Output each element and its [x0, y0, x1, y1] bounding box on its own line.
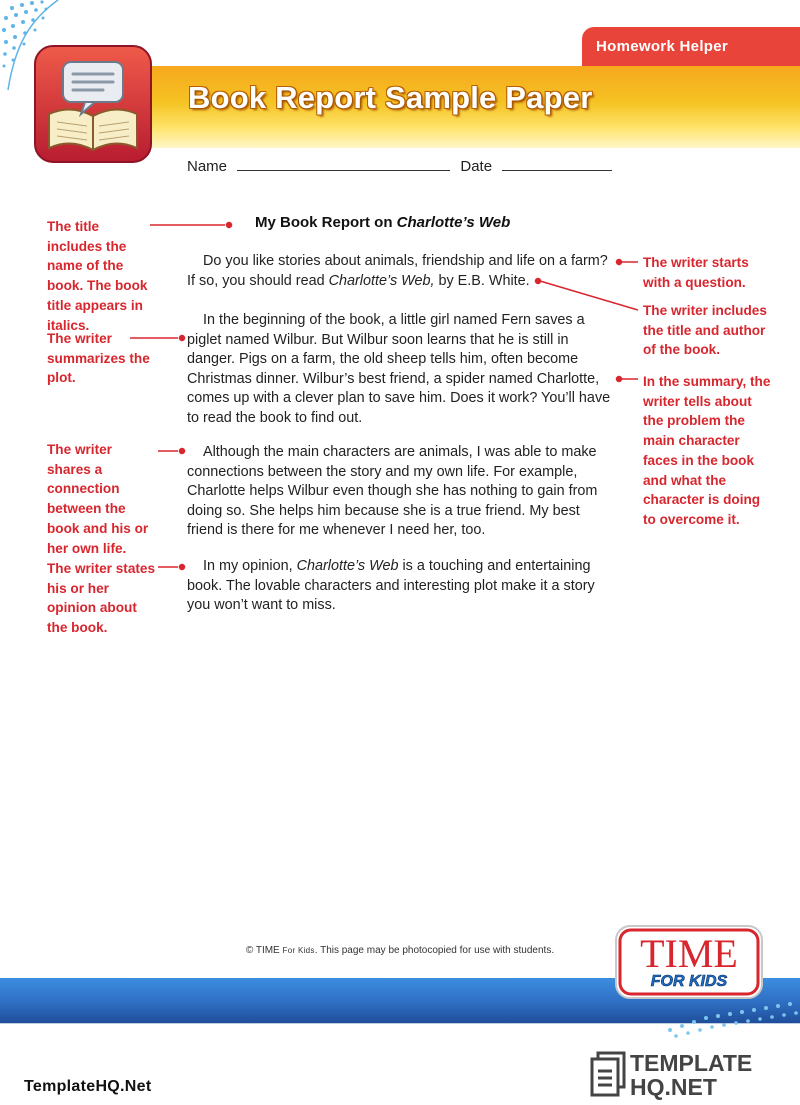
document-icon — [592, 1053, 624, 1095]
date-label: Date — [460, 158, 493, 175]
annotation-opinion: The writer states his or her opinion about the book. — [47, 561, 156, 636]
annotation-problem: In the summary, the writer tells about the problem the main character faces in the book and what the character is doing to overcome it. — [643, 374, 771, 527]
opinion-text-1: In my opinion, — [203, 558, 297, 574]
templatehq-logo-line2: HQ.NET — [630, 1074, 717, 1100]
name-date-fields — [187, 156, 612, 175]
annotation-author: The writer includes the title and author of the book. — [643, 303, 767, 358]
opinion-text-2: is a touching and entertaining book. The lovable characters and interesting plot make it a story you won’t want to miss. — [187, 558, 595, 613]
report-title — [255, 214, 510, 231]
time-logo-text: TIME — [640, 931, 738, 976]
intro-book-title: Charlotte’s Web, — [328, 272, 435, 289]
watermark-text: TemplateHQ.Net — [24, 1078, 152, 1095]
annotation-question: The writer starts with a question. — [643, 255, 749, 290]
page-title: Book Report Sample Paper — [188, 80, 593, 115]
book-chat-icon — [33, 44, 153, 164]
name-field[interactable] — [237, 156, 450, 171]
time-for-kids-logo — [614, 924, 764, 1000]
annotation-title: The title includes the name of the book. The book title appears in italics. — [47, 219, 148, 333]
templatehq-logo — [588, 1045, 778, 1103]
copyright-prefix: © TIME — [245, 945, 283, 956]
summary-text: In the beginning of the book, a little girl named Fern saves a piglet named Wilbur. But Wilbur soon learns that he is still in danger. Pigs on a farm, the old sheep tells him, often become Christmas dinner. Wilbur’s best friend, a spider named Charlotte, comes up with a clever plan to save him. Does it work? You’ll have to read the book to find out. — [187, 312, 611, 426]
section-tab-label: Homework Helper — [596, 38, 729, 55]
connection-text: Although the main characters are animals, I was able to make connections between the story and my own life. For example, Charlotte helps Wilbur even though she has nothing to gain from doing so. She helps him because she is a true friend. My best friend is there for me whenever I need her, too. — [187, 444, 598, 538]
annotation-connection: The writer shares a connection between the book and his or her own life. — [47, 442, 149, 556]
date-field[interactable] — [502, 156, 612, 171]
report-title-book: Charlotte’s Web — [396, 214, 511, 231]
opinion-book-title: Charlotte’s Web — [296, 558, 399, 574]
paragraph-connection — [187, 443, 612, 541]
report-title-prefix: My Book Report on — [255, 214, 397, 231]
templatehq-logo-line1: TEMPLATE — [630, 1050, 753, 1076]
name-label: Name — [187, 158, 228, 175]
section-tab — [582, 27, 800, 67]
copyright-brand: For Kids — [282, 946, 315, 955]
intro-text-2: by E.B. White. — [434, 272, 530, 289]
paragraph-summary — [187, 311, 612, 428]
title-banner — [150, 66, 800, 148]
for-kids-logo-text: FOR KIDS — [650, 973, 728, 990]
intro-text-1: Do you like stories about animals, friendship and life on a farm? If so, you should read — [187, 253, 608, 289]
paragraph-intro — [187, 252, 612, 291]
copyright-suffix: . This page may be photocopied for use with students. — [314, 945, 555, 956]
annotation-summary: The writer summarizes the plot. — [47, 331, 150, 386]
paragraph-opinion — [187, 557, 612, 616]
